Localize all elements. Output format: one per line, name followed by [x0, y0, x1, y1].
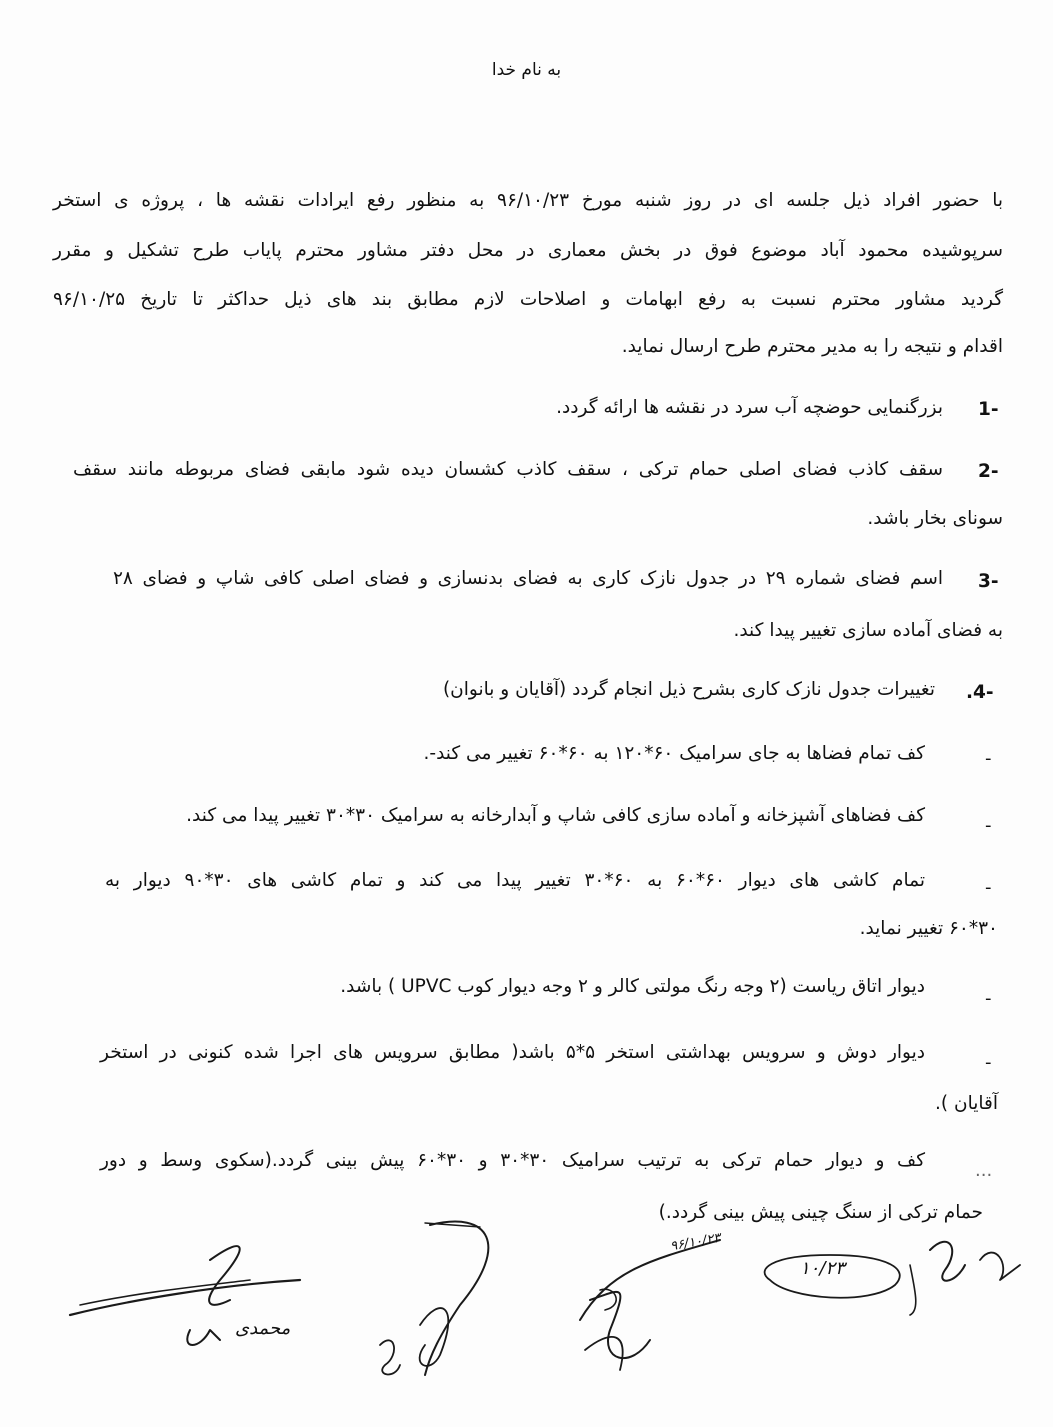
subitem-3-text-line-1: تمام کاشی های دیوار ۶۰*۶۰ به ۶۰*۳۰ تغییر پیدا می کند و تمام کاشی های ۳۰*۹۰ دیوار به: [105, 870, 925, 891]
signature-4-drawing: [750, 1210, 1050, 1320]
item-number: .4-: [966, 682, 994, 703]
signature-2: [370, 1215, 520, 1385]
document-title: به نام خدا: [491, 60, 562, 80]
signature-1: [60, 1230, 310, 1360]
subitem-3-text-line-2: ۳۰*۶۰ تغییر نماید.: [859, 918, 998, 939]
item-3-text-line-1: اسم فضای شماره ۲۹ در جدول نازک کاری به فضای بدنسازی و فضای اصلی کافی شاپ و فضای ۲۸: [113, 568, 943, 589]
item-3-text-line-2: به فضای آماده سازی تغییر پیدا کند.: [733, 620, 1003, 641]
subitem-5-text-line-1: دیوار دوش و سرویس بهداشتی استخر ۵*۵ باشد( مطابق سرویس های اجرا شده کنونی در استخر: [100, 1042, 925, 1063]
item-number: 3-: [978, 571, 999, 592]
signature-2-drawing: [370, 1215, 520, 1385]
signature-3-drawing: [570, 1230, 740, 1380]
intro-line-4: اقدام و نتیجه را به مدیر محترم طرح ارسال نماید.: [621, 336, 1003, 357]
subitem-2-text: کف فضاهای آشپزخانه و آماده سازی کافی شاپ و آبدارخانه به سرامیک ۳۰*۳۰ تغییر پیدا می کند.: [186, 805, 925, 826]
item-number: 1-: [978, 399, 999, 420]
subitem-6-text-line-2: حمام ترکی از سنگ چینی پیش بینی گردد.): [658, 1202, 983, 1223]
item-1-text: بزرگنمایی حوضچه آب سرد در نقشه ها ارائه گردد.: [556, 397, 943, 418]
bullet: -: [985, 748, 992, 769]
bullet: ...: [975, 1160, 993, 1181]
item-2-text-line-2: سونای بخار باشد.: [867, 508, 1003, 529]
subitem-5-text-line-2: آقایان ).: [935, 1093, 998, 1114]
signature-3-date: ۹۶/۱۰/۲۳: [669, 1230, 722, 1255]
item-4-text: تغییرات جدول نازک کاری بشرح ذیل انجام گردد (آقایان و بانوان): [442, 679, 935, 700]
bullet: -: [985, 988, 992, 1009]
signature-1-drawing: [60, 1230, 310, 1360]
bullet: -: [985, 877, 992, 898]
signature-1-text: محمدی: [235, 1318, 291, 1339]
intro-line-1: با حضور افراد ذیل جلسه ای در روز شنبه مورخ ۹۶/۱۰/۲۳ به منظور رفع ایرادات نقشه ها ، پروژه ی استخر: [53, 190, 1003, 211]
item-number: 2-: [978, 461, 999, 482]
bullet: -: [985, 1052, 992, 1073]
signature-4-date: ۱۰/۲۳: [800, 1258, 845, 1279]
intro-line-3: گردید مشاور محترم نسبت به رفع ابهامات و اصلاحات لازم مطابق بند های ذیل حداکثر تا تاریخ ۹۶/۱۰/۲۵: [53, 289, 1003, 310]
subitem-1-text: کف تمام فضاها به جای سرامیک ۶۰*۱۲۰ به ۶۰*۶۰ تغییر می کند-.: [423, 743, 925, 764]
item-2-text-line-1: سقف کاذب فضای اصلی حمام ترکی ، سقف کاذب کشسان دیده شود مابقی فضای مربوطه مانند سقف: [73, 459, 943, 480]
subitem-6-text-line-1: کف و دیوار حمام ترکی به ترتیب سرامیک ۳۰*۳۰ و ۳۰*۶۰ پیش بینی گردد.(سکوی وسط و دور: [100, 1150, 925, 1171]
intro-line-2: سرپوشیده محمود آباد موضوع فوق در بخش معماری در محل دفتر مشاور محترم پایاب طرح تشکیل و مقرر: [53, 240, 1003, 261]
signature-3: [570, 1230, 740, 1380]
signature-4: [750, 1210, 1050, 1320]
subitem-4-text: دیوار اتاق ریاست (۲ وجه رنگ مولتی کالر و ۲ وجه دیوار کوب UPVC ) باشد.: [340, 976, 925, 997]
bullet: -: [985, 815, 992, 836]
